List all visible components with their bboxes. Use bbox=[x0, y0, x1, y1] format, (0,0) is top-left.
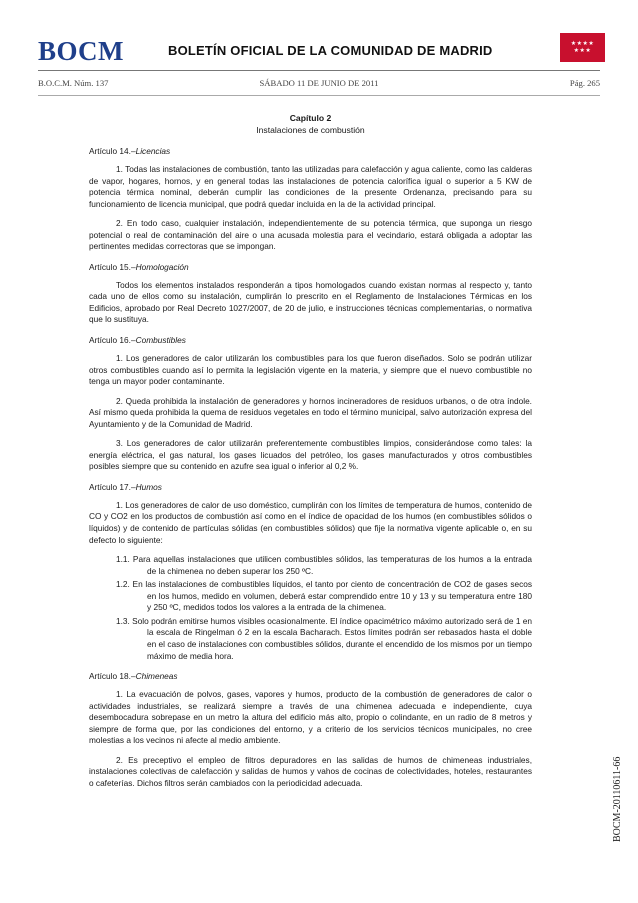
article-label: Artículo 15.– bbox=[89, 261, 136, 272]
article-title: Licencias bbox=[135, 146, 171, 156]
list-item-text: Para aquellas instalaciones que utilicen combustibles sólidos, las temperaturas de los humos a la entrada de la chimenea no deben superar los 250 ºC. bbox=[132, 554, 532, 576]
issue-date: SÁBADO 11 DE JUNIO DE 2011 bbox=[259, 78, 379, 88]
madrid-flag-icon bbox=[560, 33, 605, 62]
article-label: Artículo 18.– bbox=[89, 671, 136, 682]
article-paragraph: 2. En todo caso, cualquier instalación, independientemente de su potencia térmica, que suponga un riesgo potencial o real de contaminación del aire o una acusada molestia para el vecindario, estará obligada a adoptar las pertinentes medidas correctoras que se impongan. bbox=[89, 218, 532, 252]
header-rule-bottom bbox=[38, 95, 600, 96]
article-label: Artículo 14.– bbox=[89, 146, 136, 156]
article-paragraph: 1. Los generadores de calor utilizarán los combustibles para los que fueron diseñados. Solo se podrán utilizar otros combustibles cuando así lo permita la legislación vigente en la materia, y siempre que el nuevo combustible no tenga un mayor poder contaminante. bbox=[89, 353, 532, 387]
article-title: Chimeneas bbox=[135, 671, 178, 682]
article-paragraph: Todos los elementos instalados responderán a tipos homologados cuando existan normas al respecto y, tanto cada uno de ellos como su instalación, cumplirán lo prescrito en el Reglamento de Instalaciones Térmicas en los Edificios, aprobado por Real Decreto 1027/2007, de 20 de julio, e instrucciones técnicas complementarias, o normativa que lo sustituya. bbox=[89, 279, 532, 325]
list-item bbox=[116, 554, 532, 577]
flag-stars-bottom: ★★★ bbox=[573, 48, 592, 54]
article-paragraph: 2. Es preceptivo el empleo de filtros depuradores en las salidas de humos de chimeneas industriales, instalaciones colectivas de calefacción y salidas de humos y vahos de cocinas de colectividades, hoteles, restaurantes o cafeterías. Dichos filtros serán cambiados con la periodicidad adecuada. bbox=[89, 754, 532, 788]
list-item-number: 1.3. bbox=[116, 615, 130, 626]
article-title: Combustibles bbox=[135, 335, 186, 346]
header-rule-top bbox=[38, 70, 600, 71]
article-label: Artículo 17.– bbox=[89, 481, 136, 492]
article-heading bbox=[89, 334, 532, 346]
chapter-subtitle: Instalaciones de combustión bbox=[256, 125, 365, 135]
list-item-number: 1.2. bbox=[116, 579, 130, 590]
list-item bbox=[116, 579, 532, 614]
list-item-text: Solo podrán emitirse humos visibles ocasionalmente. El índice opacimétrico máximo autorizado será de 1 en la escala de Ringelman ó 2 en la escala Bacharach. Estos límites podrán ser rebasados hasta el doble en el caso de instalaciones con combustibles sólidos, durante el encendido de los mismos por un tiempo máximo de media hora. bbox=[132, 615, 532, 661]
document-body bbox=[89, 112, 532, 797]
flag-stars-top: ★★★★ bbox=[570, 41, 595, 47]
article-paragraph: 2. Queda prohibida la instalación de generadores y hornos incineradores de residuos urbanos, o de otra índole. Así mismo queda prohibida la quema de residuos vegetales en todo el término municipal, salvo autorización expresa del Ayuntamiento y de la Comunidad de Madrid. bbox=[89, 395, 532, 429]
chapter-title: Capítulo 2 bbox=[289, 113, 332, 123]
article-paragraph: 1. La evacuación de polvos, gases, vapores y humos, producto de la combustión de generadores de calor o actividades industriales, se realizará siempre a través de una chimenea adecuada e independiente, cuya desembocadura sobrepase en un metro la altura del edificio más alto, propio o colindante, en un radio de 8 metros y siempre de forma que, por las condiciones del entorno, y a criterio de los servicios técnicos municipales, no cree molestias a los vecinos ni afecte al medio ambiente. bbox=[89, 689, 532, 746]
list-item-text: En las instalaciones de combustibles líquidos, el tanto por ciento de concentración de CO2 de gases secos en los humos, medido en volumen, deberá estar comprendido entre 10 y 13 y su temperatura entre 180 y 250 ºC, medidos todos los valores a la entrada de la chimenea. bbox=[132, 579, 532, 613]
document-reference: BOCM-20110611-66 bbox=[612, 756, 623, 842]
issue-number: B.O.C.M. Núm. 137 bbox=[38, 78, 109, 88]
article-paragraph: 3. Los generadores de calor utilizarán preferentemente combustibles limpios, considerándose como tales: la energía eléctrica, el gas natural, los gases licuados del petróleo, los gases manufacturados y otros combustibles posibles siempre que su contenido en azufre sea igual o inferior al 0,2 %. bbox=[89, 438, 532, 472]
list-item bbox=[116, 616, 532, 662]
article-title: Homologación bbox=[135, 261, 189, 272]
article-heading bbox=[89, 481, 532, 493]
bocm-logo: BOCM bbox=[38, 36, 124, 66]
article-heading bbox=[89, 670, 532, 682]
article-title: Humos bbox=[135, 481, 162, 492]
article-label: Artículo 16.– bbox=[89, 335, 136, 346]
article-heading bbox=[89, 145, 532, 157]
article-paragraph: 1. Los generadores de calor de uso doméstico, cumplirán con los límites de temperatura de humos, contenido de CO y CO2 en los productos de combustión así como en el índice de opacidad de los humos (en combustibles sólidos o líquidos) y de contenido de partículas sólidas (en combustibles sólidos) que fije la normativa vigente aplicable o, en su defecto lo siguiente: bbox=[89, 499, 532, 545]
list-item-number: 1.1. bbox=[116, 554, 130, 565]
article-paragraph: 1. Todas las instalaciones de combustión, tanto las utilizadas para calefacción y agua caliente, como las calderas de vapor, hogares, hornos, y en general todas las instalaciones de potencia calorífica igual o superior a 5 KW de potencia térmica nominal, deberán cumplir las condiciones de la presente Ordenanza, precisando para su funcionamiento de licencia municipal, que podrá quedar incluida en la de la actividad principal. bbox=[89, 164, 532, 209]
article-heading bbox=[89, 261, 532, 273]
bulletin-title: BOLETÍN OFICIAL DE LA COMUNIDAD DE MADRID bbox=[168, 43, 493, 58]
page-number: Pág. 265 bbox=[569, 78, 600, 88]
